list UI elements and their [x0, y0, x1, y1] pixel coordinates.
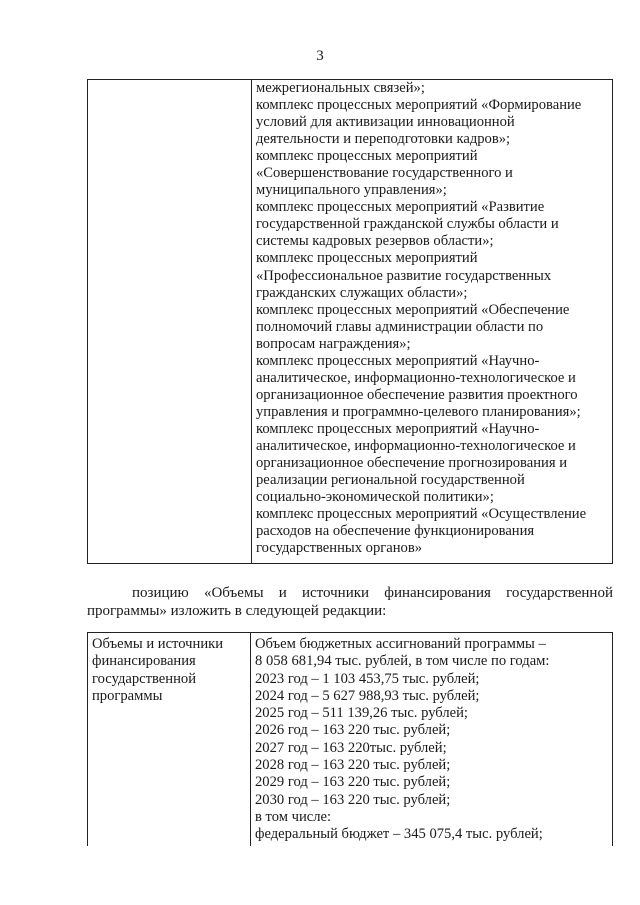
- activity-text-line: межрегиональных связей»;: [256, 80, 425, 96]
- paragraph-line: позицию «Объемы и источники финансирования государственной: [132, 585, 613, 601]
- label-text-line: программы: [92, 687, 163, 704]
- value-text-line: 2029 год – 163 220 тыс. рублей;: [255, 774, 451, 791]
- activity-text-line: социально-экономической политики»;: [256, 489, 494, 506]
- activity-text-line: организационное обеспечение развития проектного: [256, 386, 578, 403]
- activity-text-line: комплекс процессных мероприятий «Научно-: [256, 420, 540, 437]
- activity-text-line: управления и программно-целевого планирования»;: [256, 403, 581, 420]
- activity-text-line: государственных органов»: [256, 540, 423, 557]
- activity-text-line: государственной гражданской службы области и: [256, 216, 559, 233]
- activity-text-line: комплекс процессных мероприятий «Осуществление: [256, 506, 587, 523]
- activity-text-line: комплекс процессных мероприятий «Развитие: [256, 199, 545, 216]
- activity-text-line: условий для активизации инновационной: [256, 114, 515, 131]
- activity-text-line: системы кадровых резервов области»;: [256, 233, 494, 250]
- financing-value-cell: [251, 633, 613, 846]
- value-text-line: 2028 год – 163 220 тыс. рублей;: [255, 757, 451, 774]
- activity-text-line: муниципального управления»;: [256, 182, 447, 199]
- value-text-line: 2025 год – 511 139,26 тыс. рублей;: [255, 705, 468, 722]
- program-structure-table: [87, 79, 613, 564]
- activity-text-line: расходов на обеспечение функционирования: [256, 523, 535, 540]
- activity-text-line: вопросам награждения»;: [256, 335, 411, 352]
- financing-label: [92, 636, 250, 705]
- value-text-line: 2027 год – 163 220тыс. рублей;: [255, 739, 447, 756]
- activity-text-line: комплекс процессных мероприятий «Обеспечение: [256, 301, 570, 318]
- activity-text-line: деятельности и переподготовки кадров»;: [256, 131, 511, 148]
- activity-text-line: комплекс процессных мероприятий: [256, 148, 478, 165]
- value-text-line: 2024 год – 5 627 988,93 тыс. рублей;: [255, 687, 480, 704]
- financing-table: [87, 632, 613, 846]
- value-text-line: 2026 год – 163 220 тыс. рублей;: [255, 722, 451, 739]
- activity-text-line: аналитическое, информационно-технологическое и: [256, 369, 576, 386]
- label-text-line: финансирования: [92, 653, 196, 670]
- table-right-cell: [252, 80, 613, 564]
- value-text-line: федеральный бюджет – 345 075,4 тыс. рублей;: [255, 826, 543, 843]
- value-text-line: Объем бюджетных ассигнований программы –: [255, 636, 546, 652]
- activity-text-line: реализации региональной государственной: [256, 472, 525, 489]
- table-left-cell: [88, 80, 252, 564]
- value-text-line: 8 058 681,94 тыс. рублей, в том числе по годам:: [255, 653, 550, 670]
- amendment-paragraph: [87, 584, 613, 620]
- label-text-line: государственной: [92, 670, 197, 687]
- value-text-line: в том числе:: [255, 808, 332, 825]
- label-text-line: Объемы и источники: [92, 636, 224, 652]
- page-number: 3: [316, 48, 324, 64]
- value-text-line: 2023 год – 1 103 453,75 тыс. рублей;: [255, 670, 480, 687]
- activity-text-line: комплекс процессных мероприятий «Научно-: [256, 352, 540, 369]
- paragraph-line: программы» изложить в следующей редакции:: [87, 603, 387, 619]
- activity-text-line: «Совершенствование государственного и: [256, 165, 513, 182]
- financing-values: [255, 636, 612, 844]
- activity-text-line: «Профессиональное развитие государственных: [256, 267, 552, 284]
- process-activities-list: [256, 80, 612, 557]
- activity-text-line: комплекс процессных мероприятий «Формирование: [256, 97, 582, 114]
- activity-text-line: полномочий главы администрации области по: [256, 318, 544, 335]
- financing-label-cell: [88, 633, 251, 846]
- value-text-line: 2030 год – 163 220 тыс. рублей;: [255, 791, 451, 808]
- activity-text-line: гражданских служащих области»;: [256, 284, 468, 301]
- activity-text-line: организационное обеспечение прогнозирования и: [256, 455, 568, 472]
- activity-text-line: комплекс процессных мероприятий: [256, 250, 478, 267]
- activity-text-line: аналитическое, информационно-технологическое и: [256, 437, 576, 454]
